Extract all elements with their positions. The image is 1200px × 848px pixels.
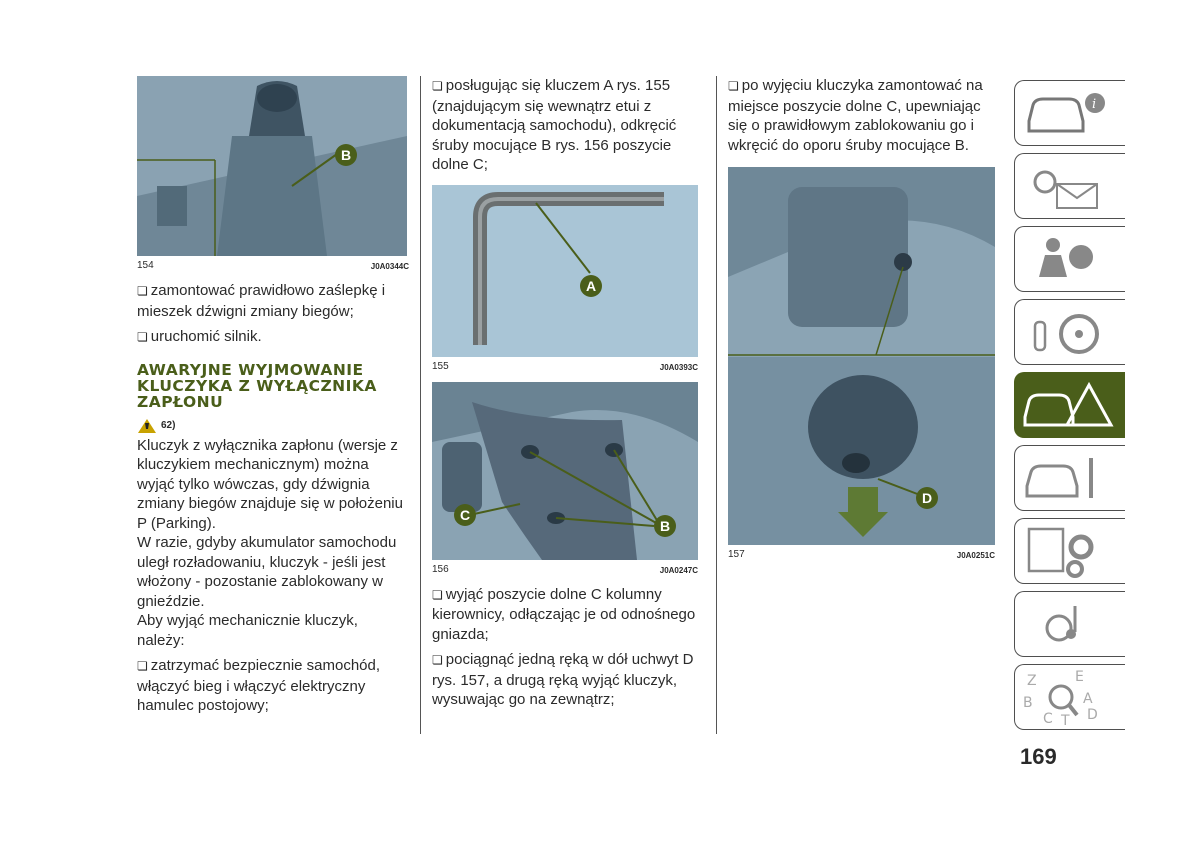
column-divider xyxy=(716,76,717,734)
hex-key-illustration xyxy=(432,185,698,357)
paragraph: Kluczyk z wyłącznika zapłonu (wersje z kluczykiem mechanicznym) można wyjąć tylko wówczas, gdy dźwignia zmiany biegów znajduje się w położeniu P (Parking). xyxy=(137,436,403,532)
figure-caption xyxy=(137,260,409,271)
bullet-text: ❏ po wyjęciu kluczyka zamontować na miejsce poszycie dolne C, upewniając się o prawidłowym zablokowaniu go i wkręcić do oporu śruby mocujące B. xyxy=(728,76,1000,155)
car-warning-icon xyxy=(1015,373,1115,435)
bullet-text: ❏ zatrzymać bezpiecznie samochód, włączyć bieg i włączyć elektryczny hamulec postojowy; xyxy=(137,656,409,716)
figure-caption xyxy=(432,564,698,575)
figure-number: 155 xyxy=(432,360,449,372)
figure-code: J0A0247C xyxy=(659,565,698,575)
label-b: B xyxy=(654,515,676,537)
safety-airbag-icon xyxy=(1015,227,1115,289)
index-letter: C xyxy=(1043,711,1053,727)
index-letter: T xyxy=(1061,713,1070,727)
tab-lights-mail[interactable] xyxy=(1014,153,1125,219)
tab-multimedia[interactable] xyxy=(1014,591,1125,657)
bullet-text: ❏ uruchomić silnik. xyxy=(137,327,409,348)
bullet-text: ❏ zamontować prawidłowo zaślepkę i mieszek dźwigni zmiany biegów; xyxy=(137,281,409,321)
index-letter: D xyxy=(1087,707,1098,723)
paragraph: Aby wyjąć mechanicznie kluczyk, należy: xyxy=(137,612,358,649)
column-divider xyxy=(420,76,421,734)
figure-number: 157 xyxy=(728,549,745,560)
tab-car-service[interactable] xyxy=(1014,445,1125,511)
svg-text:i: i xyxy=(1092,97,1097,112)
alphabet-index-icon xyxy=(1015,665,1115,727)
figure-154 xyxy=(137,76,407,256)
index-letter: A xyxy=(1083,691,1093,707)
label-a: A xyxy=(580,275,602,297)
index-letter: E xyxy=(1075,669,1084,685)
index-letter: Z xyxy=(1027,673,1037,689)
section-heading: AWARYJNE WYJMOWANIE KLUCZYKA Z WYŁĄCZNIKA ZAPŁONU xyxy=(137,360,377,411)
page-number: 169 xyxy=(1020,744,1057,769)
tab-safety[interactable] xyxy=(1014,226,1125,292)
figure-number: 156 xyxy=(432,563,449,575)
lights-mail-icon xyxy=(1015,154,1115,216)
figure-code: J0A0251C xyxy=(956,551,995,560)
figure-caption xyxy=(432,361,698,372)
column-3 xyxy=(728,76,1000,570)
tab-key-steering[interactable] xyxy=(1014,299,1125,365)
figure-157 xyxy=(728,167,995,545)
warning-ref-text: 62) xyxy=(161,420,176,431)
figure-155 xyxy=(432,185,698,357)
figure-number: 154 xyxy=(137,260,154,271)
paragraph: W razie, gdyby akumulator samochodu uległ rozładowaniu, kluczyk - jeśli jest włożony - pozostanie zablokowany w gnieździe. xyxy=(137,534,397,610)
tab-specs[interactable] xyxy=(1014,518,1125,584)
figure-code: J0A0393C xyxy=(659,362,698,372)
multimedia-icon xyxy=(1015,592,1115,654)
column-1 xyxy=(137,76,409,722)
label-d: D xyxy=(916,487,938,509)
warning-icon xyxy=(137,418,157,434)
warning-reference xyxy=(137,418,409,434)
index-letter: B xyxy=(1023,695,1033,711)
ignition-mechanism-illustration xyxy=(728,167,995,545)
figure-code: J0A0344C xyxy=(370,262,409,271)
gear-lever-illustration xyxy=(137,76,407,256)
bullet-text: ❏ posługując się kluczem A rys. 155 (znajdującym się wewnątrz etui z dokumentacją samochodu), odkręcić śruby mocujące B rys. 156 poszycie dolne C; xyxy=(432,76,704,175)
tab-car-info[interactable] xyxy=(1014,80,1125,146)
car-info-icon xyxy=(1015,81,1115,143)
specs-gears-icon xyxy=(1015,519,1115,581)
car-service-icon xyxy=(1015,446,1115,508)
figure-caption xyxy=(728,549,995,560)
bullet-text: ❏ pociągnąć jedną ręką w dół uchwyt D rys. 157, a drugą ręką wyjąć kluczyk, wysuwając go na zewnątrz; xyxy=(432,650,704,710)
figure-156 xyxy=(432,382,698,560)
label-c: C xyxy=(454,504,476,526)
tab-car-warning[interactable] xyxy=(1014,372,1125,438)
label-b: B xyxy=(335,144,357,166)
tab-index[interactable] xyxy=(1014,664,1125,730)
column-2 xyxy=(432,76,704,716)
key-steering-icon xyxy=(1015,300,1115,362)
bullet-text: ❏ wyjąć poszycie dolne C kolumny kierownicy, odłączając je od odnośnego gniazda; xyxy=(432,585,704,645)
